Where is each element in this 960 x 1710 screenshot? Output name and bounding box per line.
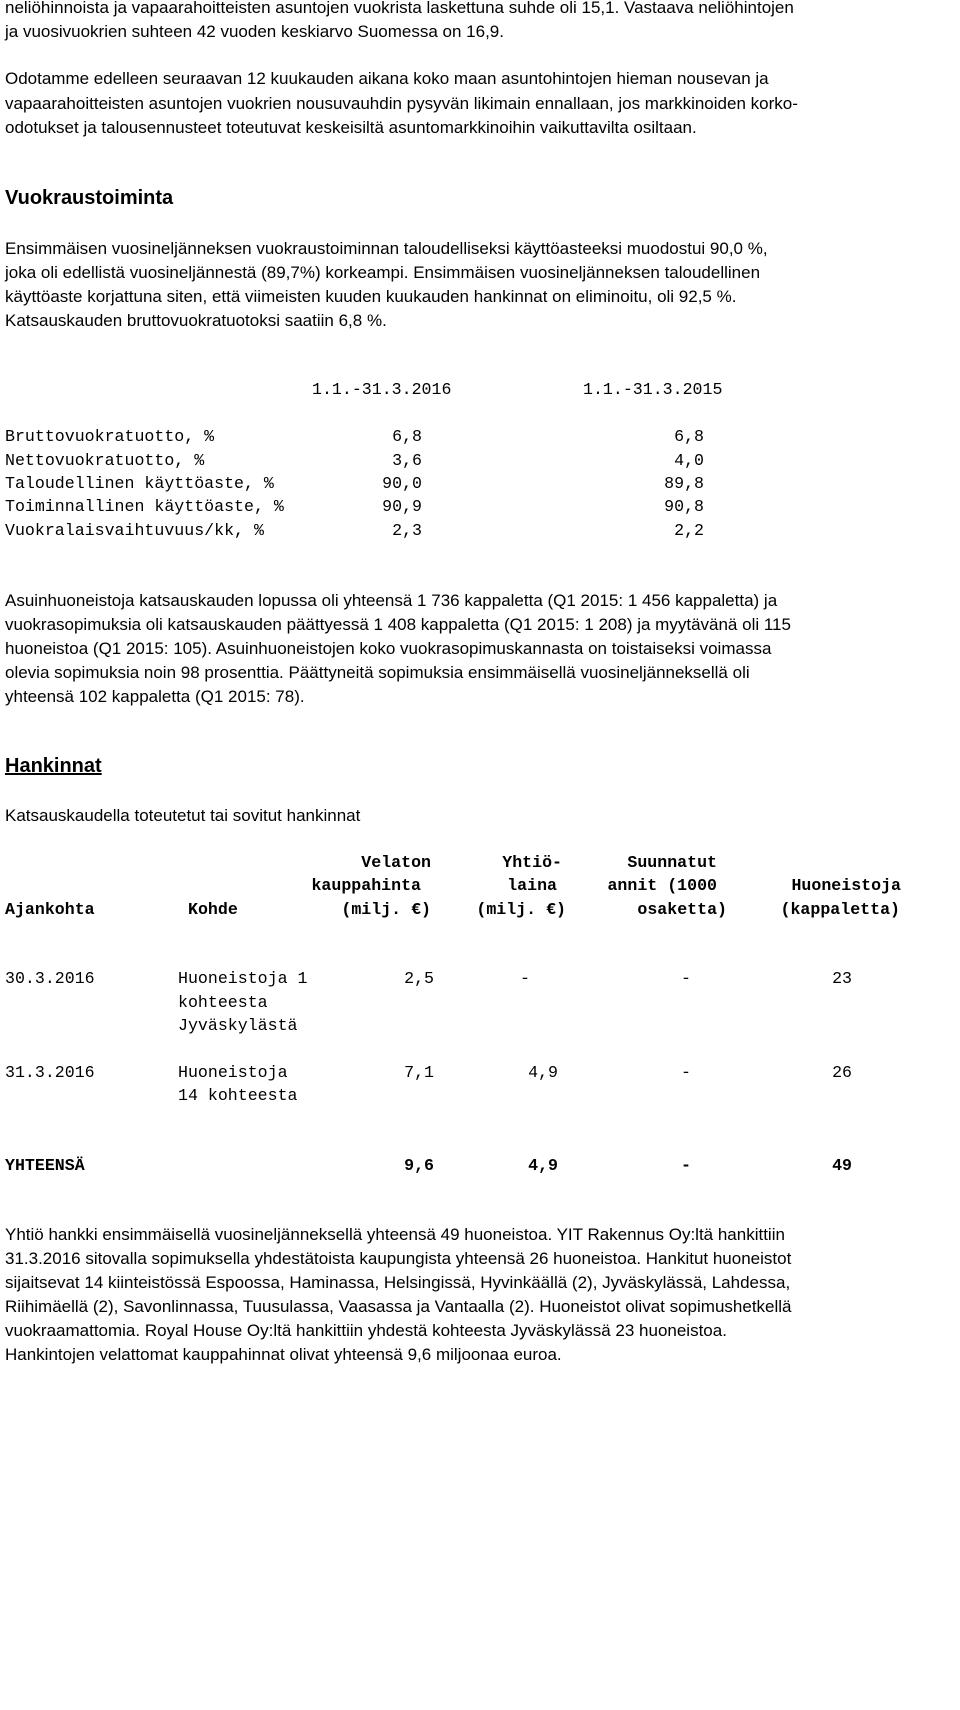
col-header-yhtiolaina: Yhtiö-: [502, 853, 562, 872]
section-heading-vuokraustoiminta: Vuokraustoiminta: [5, 187, 174, 209]
cell-kohde: Huoneistoja 1: [178, 969, 308, 988]
text-line: vuokraamattomia. Royal House Oy:ltä hankittiin yhdestä kohteesta Jyväskylässä 23 huoneistoa.: [5, 1321, 727, 1340]
text-line: huoneistoa (Q1 2015: 105). Asuinhuoneistojen koko vuokrasopimuskannasta on toistaiseksi voimassa: [5, 639, 772, 658]
text-line: odotukset ja talousennusteet toteutuvat keskeisiltä asuntomarkkinoihin vaikuttavilta osiltaan.: [5, 118, 697, 137]
col-header-yhtiolaina: (milj. €): [476, 900, 566, 919]
cell-total-yhtiolaina: 4,9: [528, 1156, 558, 1175]
kpi-row: [0, 494, 960, 589]
cell-huoneistoja: 26: [832, 1063, 852, 1082]
cell-total-velaton: 9,6: [404, 1156, 434, 1175]
cell-velaton: 2,5: [404, 969, 434, 988]
kpi-value-2015: 4,0: [674, 451, 704, 470]
text-line: Ensimmäisen vuosineljänneksen vuokraustoiminnan taloudelliseksi käyttöasteeksi muodostui 90,0 %,: [5, 239, 768, 258]
cell-total-suunnatut: -: [681, 1156, 691, 1175]
col-header-suunnatut: annit (1000: [607, 876, 717, 895]
col-header-velaton: kauppahinta: [311, 876, 421, 895]
acquisitions-table-header: [0, 741, 960, 1083]
kpi-value-2016: 6,8: [392, 427, 422, 446]
kpi-value-2015: 6,8: [674, 427, 704, 446]
text-line: 31.3.2016 sitovalla sopimuksella yhdestätoista kaupungista yhteensä 26 huoneistoa. Hankitut huoneistot: [5, 1249, 792, 1268]
kpi-label: Toiminnallinen käyttöaste, %: [5, 497, 284, 516]
acquisitions-subheading: Katsauskaudella toteutetut tai sovitut hankinnat: [5, 806, 361, 825]
kpi-header-2016: 1.1.-31.3.2016: [312, 380, 452, 399]
col-header-suunnatut: osaketta): [637, 900, 727, 919]
cell-total-huoneistoja: 49: [832, 1156, 852, 1175]
text-line: Katsauskauden bruttovuokratuotoksi saatiin 6,8 %.: [5, 311, 387, 330]
text-line: Asuinhuoneistoja katsauskauden lopussa oli yhteensä 1 736 kappaletta (Q1 2015: 1 456 kappaletta) ja: [5, 591, 778, 610]
cell-suunnatut: -: [681, 969, 691, 988]
cell-suunnatut: -: [681, 1063, 691, 1082]
col-header-huoneistoja: (kappaletta): [780, 900, 900, 919]
kpi-value-2016: 2,3: [392, 521, 422, 540]
col-header-yhtiolaina: laina: [507, 876, 557, 895]
text-line: Yhtiö hankki ensimmäisellä vuosineljänneksellä yhteensä 49 huoneistoa. YIT Rakennus Oy:ltä hankittiin: [5, 1225, 785, 1244]
text-line: neliöhinnoista ja vapaarahoitteisten asuntojen vuokrista laskettuna suhde oli 15,1. Vastaava neliöhintojen: [5, 0, 794, 17]
cell-total-label: YHTEENSÄ: [5, 1156, 85, 1175]
acquisitions-table-body: [0, 969, 960, 1710]
section-heading-hankinnat: Hankinnat: [5, 755, 102, 777]
kpi-label: Bruttovuokratuotto, %: [5, 427, 215, 446]
cell-kohde: Huoneistoja: [178, 1063, 288, 1082]
col-header-suunnatut: Suunnatut: [627, 853, 717, 872]
kpi-header-2015: 1.1.-31.3.2015: [583, 380, 723, 399]
kpi-value-2015: 2,2: [674, 521, 704, 540]
cell-yhtiolaina: -: [520, 969, 530, 988]
col-header-kohde: Kohde: [188, 900, 238, 919]
kpi-label: Taloudellinen käyttöaste, %: [5, 474, 274, 493]
cell-velaton: 7,1: [404, 1063, 434, 1082]
kpi-value-2015: 90,8: [664, 497, 704, 516]
col-header-huoneistoja: Huoneistoja: [791, 876, 901, 895]
kpi-value-2016: 90,0: [382, 474, 422, 493]
text-line: yhteensä 102 kappaletta (Q1 2015: 78).: [5, 687, 305, 706]
cell-huoneistoja: 23: [832, 969, 852, 988]
text-line: Hankintojen velattomat kauppahinnat olivat yhteensä 9,6 miljoonaa euroa.: [5, 1345, 562, 1364]
text-line: joka oli edellistä vuosineljännestä (89,7%) korkeampi. Ensimmäisen vuosineljänneksen taloudellinen: [5, 263, 761, 282]
col-header-velaton: Velaton: [361, 853, 431, 872]
kpi-value-2016: 90,9: [382, 497, 422, 516]
col-header-ajankohta: Ajankohta: [5, 900, 95, 919]
text-line: vuokrasopimuksia oli katsauskauden päättyessä 1 408 kappaletta (Q1 2015: 1 208) ja myytävänä oli 115: [5, 615, 791, 634]
text-line: olevia sopimuksia noin 98 prosenttia. Päättyneitä sopimuksia ensimmäisellä vuosineljänneksellä oli: [5, 663, 750, 682]
kpi-value-2016: 3,6: [392, 451, 422, 470]
col-header-velaton: (milj. €): [341, 900, 431, 919]
text-line: käyttöaste korjattuna siten, että viimeisten kuuden kuukauden hankinnat on eliminoitu, oli 92,5 %.: [5, 287, 737, 306]
kpi-label: Vuokralaisvaihtuvuus/kk, %: [5, 521, 264, 540]
text-line: vapaarahoitteisten asuntojen vuokrien nousuvauhdin pysyvän likimain ennallaan, jos markkinoiden korko-: [5, 94, 798, 113]
cell-yhtiolaina: 4,9: [528, 1063, 558, 1082]
kpi-label: Nettovuokratuotto, %: [5, 451, 205, 470]
cell-ajankohta: 31.3.2016: [5, 1063, 95, 1082]
text-line: Odotamme edelleen seuraavan 12 kuukauden aikana koko maan asuntohintojen hieman nousevan ja: [5, 69, 769, 88]
cell-ajankohta: 30.3.2016: [5, 969, 95, 988]
text-line: sijaitsevat 14 kiinteistössä Espoossa, Haminassa, Helsingissä, Hyvinkäällä (2), Jyväskylässä, Lahdessa,: [5, 1273, 791, 1292]
cell-kohde: 14 kohteesta: [178, 1086, 298, 1105]
kpi-value-2015: 89,8: [664, 474, 704, 493]
cell-kohde: kohteesta: [178, 993, 268, 1012]
text-line: ja vuosivuokrien suhteen 42 vuoden keskiarvo Suomessa on 16,9.: [5, 22, 504, 41]
text-line: Riihimäellä (2), Savonlinnassa, Tuusulassa, Vaasassa ja Vantaalla (2). Huoneistot olivat sopimushetkellä: [5, 1297, 792, 1316]
cell-kohde: Jyväskylästä: [178, 1016, 298, 1035]
